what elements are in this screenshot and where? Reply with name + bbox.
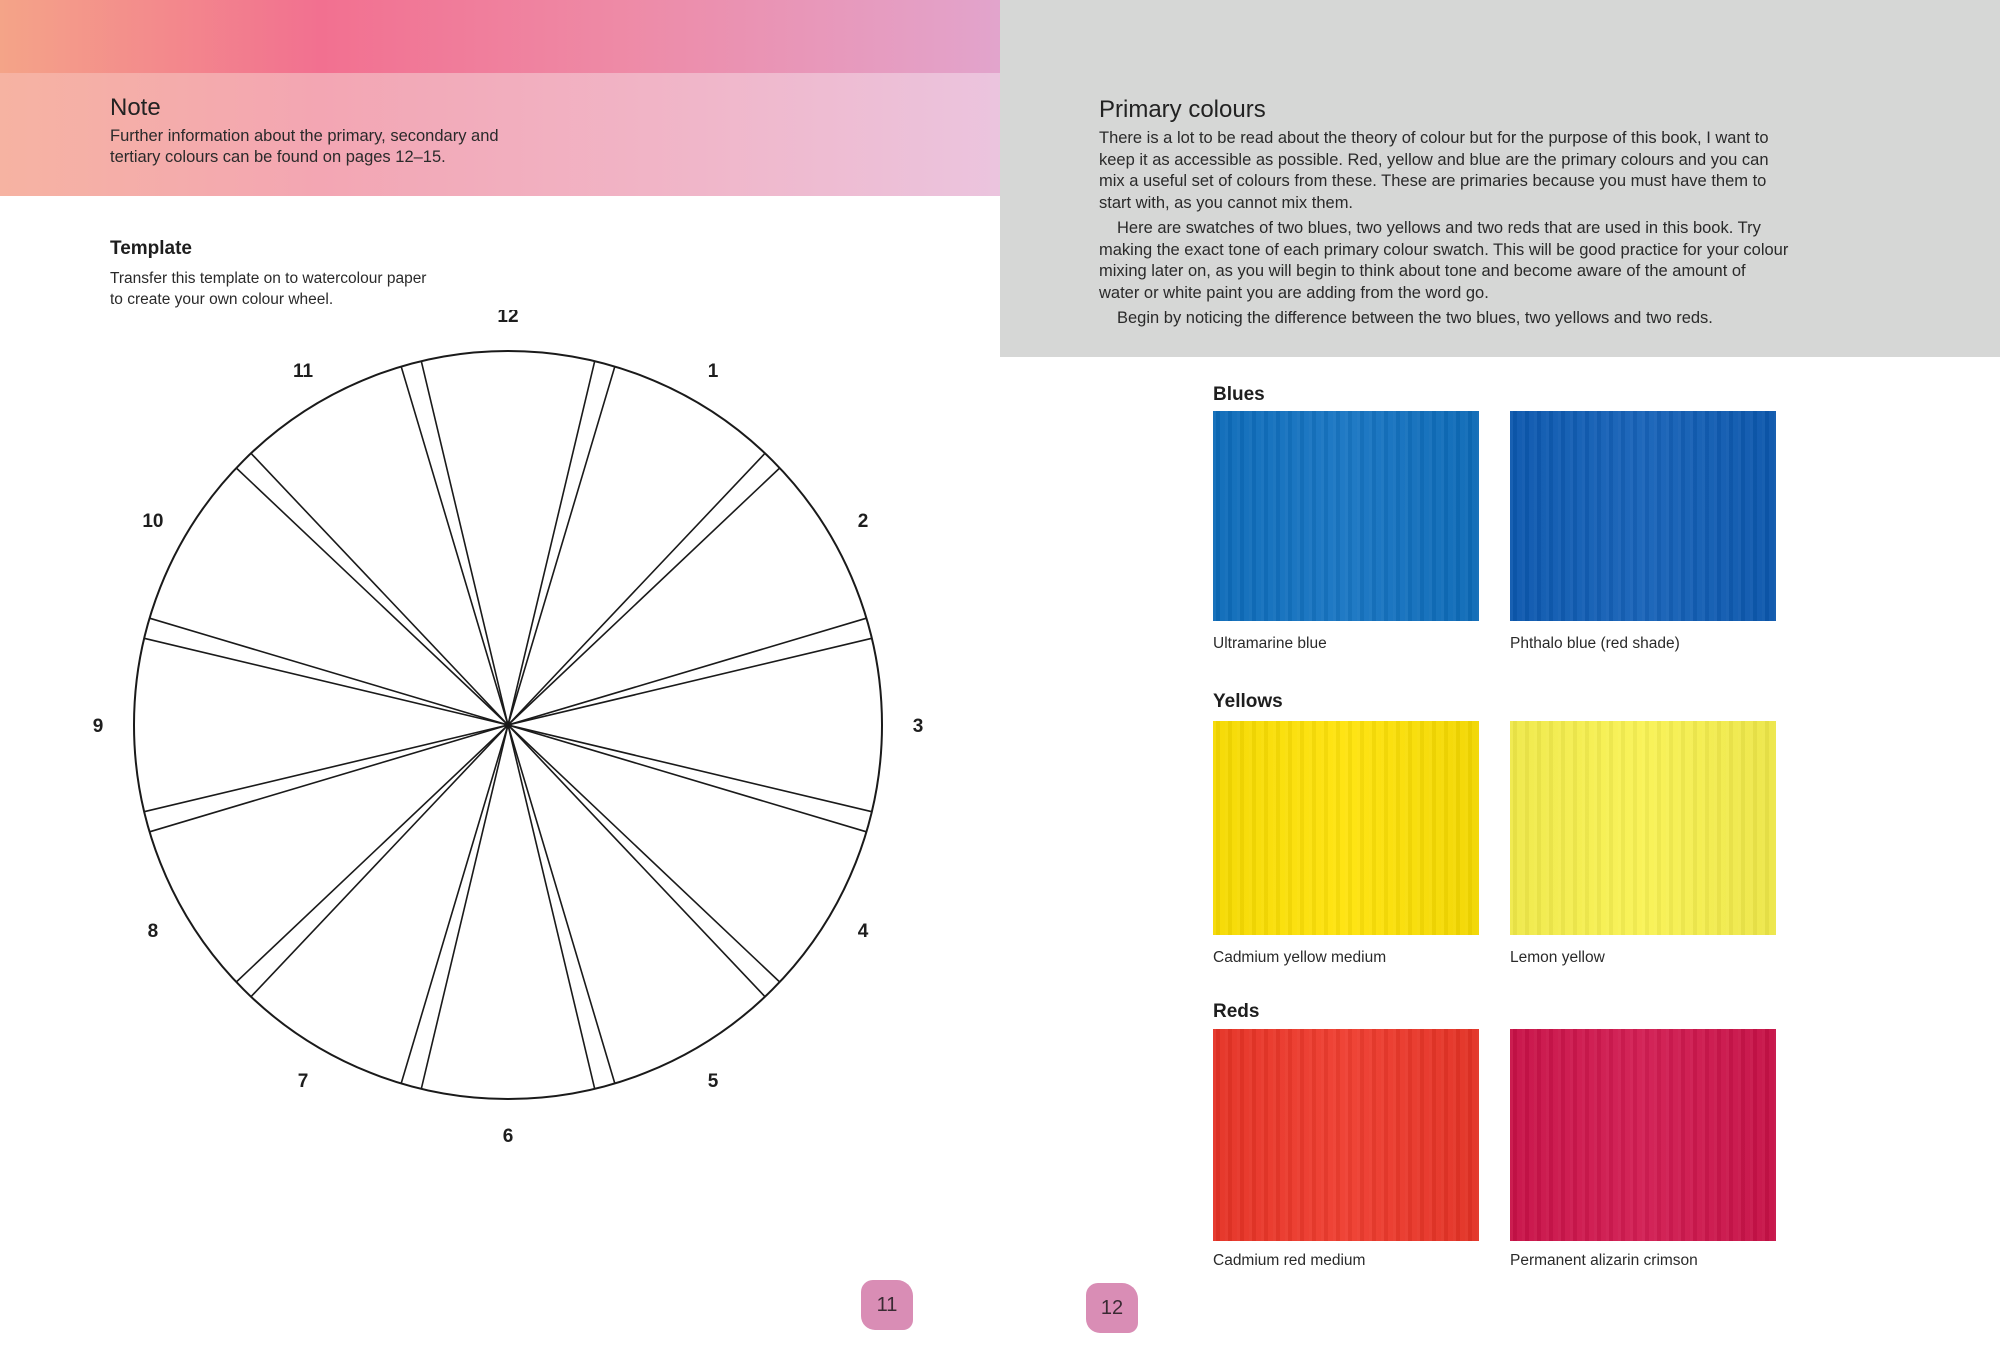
swatch-lemon-yellow xyxy=(1510,721,1776,935)
note-title: Note xyxy=(110,94,161,121)
swatch-ultramarine-blue xyxy=(1213,411,1479,621)
note-text: Further information about the primary, secondary and tertiary colours can be found on pages 12–15. xyxy=(110,127,499,166)
wheel-segment-number: 10 xyxy=(142,511,164,532)
wheel-segment-number: 6 xyxy=(502,1126,514,1147)
primary-colours-text xyxy=(1099,128,1789,334)
swatch-caption: Cadmium yellow medium xyxy=(1213,949,1387,966)
swatch-caption: Lemon yellow xyxy=(1510,949,1605,966)
paragraph: Here are swatches of two blues, two yellows and two reds that are used in this book. Try making the exact tone of each primary colour swatch. This will be good practice for your colour mixing later on, as you will begin to think about tone and become aware of the amount of water or white paint you are adding from the word go. xyxy=(1099,219,1789,302)
group-title-yellows: Yellows xyxy=(1213,691,1283,712)
wheel-segment-number: 4 xyxy=(857,921,869,942)
page-number-left: 11 xyxy=(861,1280,913,1330)
wheel-segment-number: 3 xyxy=(912,716,924,737)
wheel-segment-number: 8 xyxy=(147,921,159,942)
wheel-segment-number: 12 xyxy=(497,310,519,327)
wheel-segment-number: 9 xyxy=(92,716,104,737)
swatch-permanent-alizarin-crimson xyxy=(1510,1029,1776,1241)
wheel-segment-number: 1 xyxy=(707,360,719,382)
paragraph: There is a lot to be read about the theory of colour but for the purpose of this book, I want to keep it as accessible as possible. Red, yellow and blue are the primary colours and you can mix a useful set of colours from these. These are primaries because you must have them to start with, as you cannot mix them. xyxy=(1099,129,1769,212)
page-number-right: 12 xyxy=(1086,1283,1138,1333)
template-title: Template xyxy=(110,238,193,259)
group-title-blues: Blues xyxy=(1213,384,1265,405)
swatch-caption: Permanent alizarin crimson xyxy=(1510,1252,1698,1269)
right-page xyxy=(1000,0,2000,1368)
colour-wheel-template xyxy=(80,310,950,1160)
swatch-cadmium-yellow-medium xyxy=(1213,721,1479,935)
gradient-header-strip xyxy=(0,0,1000,73)
wheel-segment-number: 11 xyxy=(292,360,314,382)
wheel-segment-number: 2 xyxy=(857,511,869,532)
primary-colours-title: Primary colours xyxy=(1099,96,1266,123)
template-instructions: Transfer this template on to watercolour paper to create your own colour wheel. xyxy=(110,270,427,308)
swatch-caption: Cadmium red medium xyxy=(1213,1252,1366,1269)
swatch-caption: Phthalo blue (red shade) xyxy=(1510,635,1680,652)
wheel-segment-number: 7 xyxy=(297,1071,309,1093)
swatch-phthalo-blue xyxy=(1510,411,1776,621)
swatch-caption: Ultramarine blue xyxy=(1213,635,1327,652)
wheel-segment-number: 5 xyxy=(707,1071,719,1093)
group-title-reds: Reds xyxy=(1213,1001,1260,1022)
swatch-cadmium-red-medium xyxy=(1213,1029,1479,1241)
paragraph: Begin by noticing the difference between the two blues, two yellows and two reds. xyxy=(1117,309,1713,327)
